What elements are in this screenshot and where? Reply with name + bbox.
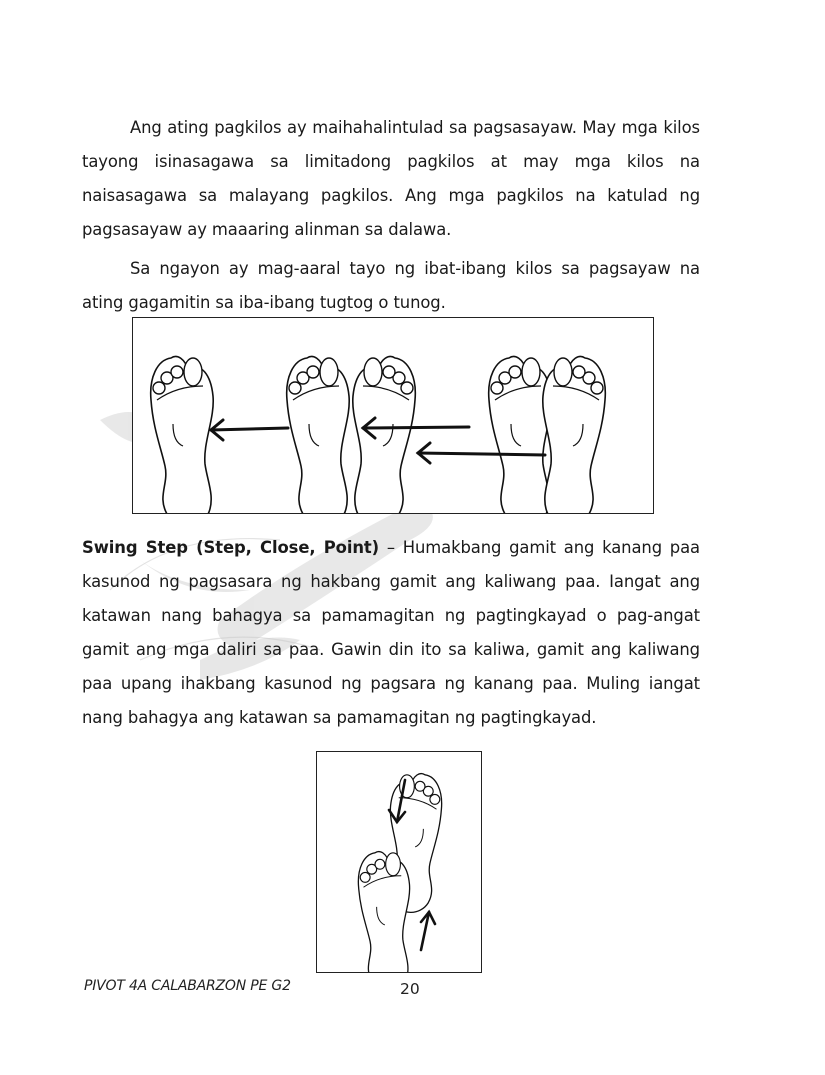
intro-paragraph	[82, 111, 700, 247]
lesson-intro-paragraph	[82, 252, 700, 320]
swing-step-term: Swing Step (Step, Close, Point)	[82, 538, 380, 558]
lesson-intro-paragraph-text: Sa ngayon ay mag-aaral tayo ng ibat-ibang kilos sa pagsayaw na ating gagamitin sa iba-ibang tugtog o tunog.	[82, 259, 700, 313]
intro-paragraph-text: Ang ating pagkilos ay maihahalintulad sa pagsasayaw. May mga kilos tayong isinasagawa sa limitadong pagkilos at may mga kilos na naisasagawa sa malayang pagkilos. Ang mga pagkilos na katulad ng pagsasayaw ay maaaring alinman sa dalawa.	[82, 118, 700, 240]
swing-step-description: – Humakbang gamit ang kanang paa kasunod ng pagsasara ng hakbang gamit ang kaliwang paa. Iangat ang katawan nang bahagya sa pamamagitan ng pagtingkayad o pag-angat gamit ang mga daliri sa paa. Gawin din ito sa kaliwa, gamit ang kaliwang paa upang ihakbang kasunod ng pagsara ng kanang paa. Muling iangat nang bahagya ang katawan sa pamamagitan ng pagtingkayad.	[82, 538, 700, 728]
swing-step-forward-figure	[316, 751, 482, 973]
footprints-sideways-steps-icon	[133, 318, 653, 513]
swing-step-paragraph	[82, 531, 700, 735]
page-number: 20	[400, 980, 420, 998]
footprints-forward-back-steps-icon	[317, 752, 481, 972]
swing-step-sideways-figure	[132, 317, 654, 514]
footer-source: PIVOT 4A CALABARZON PE G2	[84, 978, 291, 994]
